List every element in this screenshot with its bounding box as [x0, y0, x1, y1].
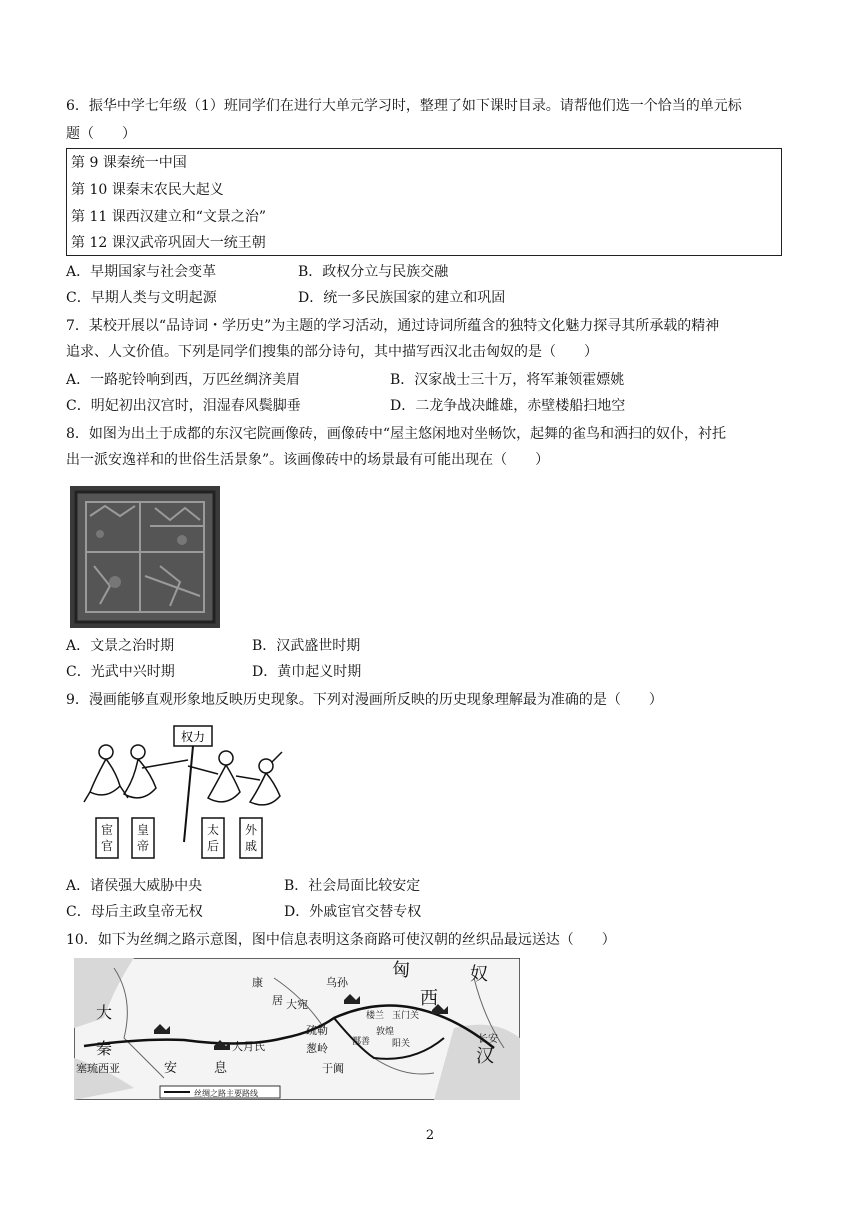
map-region-label: 西 — [420, 988, 438, 1009]
map-place-label: 葱岭 — [306, 1042, 328, 1055]
q8-stem-line1: 8．如图为出土于成都的东汉宅院画像砖，画像砖中“屋主悠闲地对坐畅饮，起舞的雀鸟和洒扫的奴仆，衬托 — [66, 426, 727, 442]
map-place-label: 于阗 — [322, 1062, 344, 1075]
q8-option-c: C．光武中兴时期 — [66, 664, 175, 680]
q6-option-c: C．早期人类与文明起源 — [66, 290, 217, 306]
q10-stem: 10．如下为丝绸之路示意图，图中信息表明这条商路可使汉朝的丝织品最远送达（ ） — [66, 932, 616, 948]
map-region-label: 秦 — [96, 1039, 113, 1058]
lesson-item: 第 9 课秦统一中国 — [71, 155, 187, 171]
map-place-label: 大宛 — [286, 998, 308, 1011]
q9-option-b: B．社会局面比较安定 — [284, 878, 421, 894]
map-region-label: 奴 — [470, 964, 488, 985]
map-place-label: 塞琉西亚 — [76, 1062, 120, 1075]
map-place-label: 楼兰 — [366, 1011, 385, 1021]
map-place-label: 玉门关 — [392, 1011, 420, 1021]
lesson-item: 第 10 课秦末农民大起义 — [71, 182, 224, 198]
lesson-item: 第 11 课西汉建立和“文景之治” — [71, 209, 267, 225]
cartoon-label-emperor: 皇帝 — [136, 823, 150, 853]
q7-option-b: B．汉家战士三十万，将军兼领霍嫖姚 — [390, 372, 625, 388]
map-region-label: 汉 — [476, 1046, 494, 1067]
q9-stem: 9．漫画能够直观形象地反映历史现象。下列对漫画所反映的历史现象理解最为准确的是（ ） — [66, 692, 663, 708]
cartoon-label-empress-dowager: 太后 — [206, 823, 220, 853]
silk-road-map — [74, 958, 520, 1100]
q6-option-b: B．政权分立与民族交融 — [298, 264, 449, 280]
q7-option-a: A．一路驼铃响到西，万匹丝绸济美眉 — [66, 372, 301, 388]
map-place-label: 鄯善 — [352, 1037, 371, 1047]
q6-option-a: A．早期国家与社会变革 — [66, 264, 217, 280]
q6-option-d: D．统一多民族国家的建立和巩固 — [298, 290, 506, 306]
q7-option-d: D．二龙争战决雌雄，赤壁楼船扫地空 — [390, 398, 626, 414]
map-place-label: 大月氏 — [232, 1040, 265, 1053]
map-place-label: 敦煌 — [376, 1027, 395, 1037]
q8-option-a: A．文景之治时期 — [66, 638, 175, 654]
power-sign-text: 权力 — [180, 730, 206, 744]
map-region-label: 匈 — [392, 960, 410, 981]
map-place-label: 阳关 — [392, 1039, 411, 1049]
map-place-label: 疏勒 — [306, 1024, 328, 1037]
page-number: 2 — [425, 1128, 435, 1143]
q8-option-b: B．汉武盛世时期 — [252, 638, 361, 654]
q9-option-d: D．外戚宦官交替专权 — [284, 904, 422, 920]
q8-option-d: D．黄巾起义时期 — [252, 664, 362, 680]
lesson-list-box — [66, 148, 782, 256]
map-place-label: 居 — [272, 994, 283, 1007]
map-place-label: 乌孙 — [326, 976, 348, 989]
brick-relief-image — [70, 486, 220, 628]
q9-option-a: A．诸侯强大威胁中央 — [66, 878, 203, 894]
map-legend: 丝绸之路主要路线 — [194, 1089, 258, 1098]
map-place-label: 康 — [252, 976, 263, 989]
map-place-label: 息 — [214, 1061, 228, 1076]
q9-option-c: C．母后主政皇帝无权 — [66, 904, 203, 920]
q7-stem-line2: 追求、人文价值。下列是同学们搜集的部分诗句，其中描写西汉北击匈奴的是（ ） — [66, 344, 598, 360]
power-cartoon-image — [76, 722, 298, 862]
cartoon-label-eunuch: 宦官 — [100, 823, 114, 853]
cartoon-label-consort-kin: 外戚 — [244, 823, 258, 853]
q7-stem-line1: 7．某校开展以“品诗词・学历史”为主题的学习活动，通过诗词所蕴含的独特文化魅力探寻其所承载的精神 — [66, 318, 720, 334]
lesson-item: 第 12 课汉武帝巩固大一统王朝 — [71, 235, 266, 251]
q7-option-c: C．明妃初出汉宫时，泪湿春风鬓脚垂 — [66, 398, 301, 414]
map-place-label: 长安 — [478, 1034, 498, 1045]
map-region-label: 大 — [96, 1003, 113, 1022]
q6-stem-line1: 6．振华中学七年级（1）班同学们在进行大单元学习时，整理了如下课时目录。请帮他们选一个恰当的单元标 — [66, 98, 742, 114]
q8-stem-line2: 出一派安逸祥和的世俗生活景象”。该画像砖中的场景最有可能出现在（ ） — [66, 452, 550, 468]
q6-stem-line2: 题（ ） — [66, 126, 136, 142]
map-place-label: 安 — [164, 1061, 178, 1076]
